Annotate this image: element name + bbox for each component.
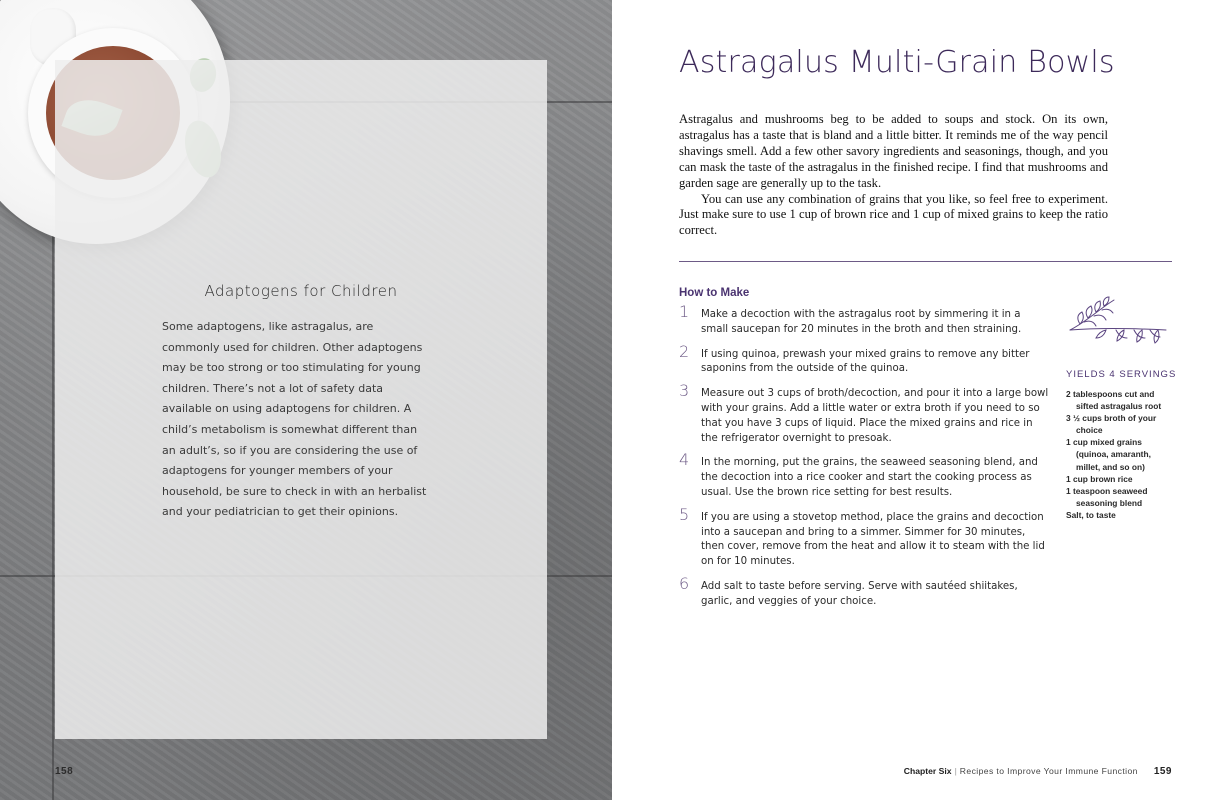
ingredient-item: 1 teaspoon seaweed seasoning blend [1066, 485, 1148, 508]
page-number-left: 158 [55, 766, 74, 777]
step-item [679, 450, 1049, 500]
left-page [0, 0, 612, 800]
footer-right [904, 766, 1172, 777]
page-number-right: 159 [1153, 766, 1172, 777]
intro-paragraph: You can use any combination of grains that you like, so feel free to experiment. Just make sure to use 1 cup of brown rice and 1 cup of mixed grains to keep the ratio correct. [679, 191, 1108, 238]
step-text: Add salt to taste before serving. Serve with sautéed shiitakes, garlic, and veggies of your choice. [701, 580, 1018, 607]
step-item [679, 341, 1049, 378]
step-number: 3 [679, 381, 690, 401]
step-number: 4 [679, 450, 690, 470]
how-to-make-heading: How to Make [679, 287, 750, 299]
step-item [679, 381, 1049, 446]
sidebar-title: Adaptogens for Children [204, 282, 398, 300]
herb-sprig-icon [1066, 292, 1170, 352]
step-text: Make a decoction with the astragalus root by simmering it in a small saucepan for 20 minutes in the broth and then straining. [701, 309, 1022, 335]
ingredients-list [1066, 388, 1176, 521]
step-text: Measure out 3 cups of broth/decoction, and pour it into a large bowl with your grains. Add a little water or extra broth if you need to so that you have 3 cups of liquid. Place the mixed grains and rice in the refrigerator overnight to presoak. [701, 388, 1049, 444]
step-number: 6 [679, 573, 690, 593]
step-number: 1 [679, 302, 690, 321]
footer-chapter-title: Recipes to Improve Your Immune Function [959, 766, 1138, 776]
step-text: If you are using a stovetop method, place the grains and decoction into a saucepan and bring to a simmer. Simmer for 30 minutes, then cover, remove from the heat and allow it to steam with the lid on for 10 minutes. [701, 511, 1045, 568]
step-item [679, 504, 1049, 570]
sidebar-panel [55, 60, 547, 739]
step-text: In the morning, put the grains, the seaweed seasoning blend, and the decoction into a rice cooker and start the cooking process as usual. Use the brown rice setting for best results. [701, 457, 1038, 498]
steps-list [679, 302, 1049, 620]
ingredient-item: 1 cup mixed grains (quinoa, amaranth, millet, and so on) [1066, 437, 1151, 472]
step-text: If using quinoa, prewash your mixed grains to remove any bitter saponins from the outside of the quinoa. [701, 348, 1030, 375]
intro-paragraph: Astragalus and mushrooms beg to be added to soups and stock. On its own, astragalus has a taste that is bland and a little bitter. It reminds me of the way pencil shavings smell. Add a few other savory ingredients and seasonings, though, and you can mask the taste of the astragalus in the finished recipe. I find that mushrooms and garden sage are generally up to the task. [679, 112, 1108, 190]
footer-chapter: Chapter Six [903, 766, 952, 776]
sidebar-body: Some adaptogens, like astragalus, are commonly used for children. Other adaptogens may be too strong or too stimulating for young children. There’s not a lot of safety data available on using adaptogens for children. A child’s metabolism is somewhat different than an adult’s, so if you are considering the use of adaptogens for younger members of your household, be sure to check in with an herbalist and your pediatrician to get their opinions. [162, 320, 427, 519]
ingredient-item: 2 tablespoons cut and sifted astragalus root [1066, 389, 1162, 412]
yields-label: YIELDS 4 SERVINGS [1066, 369, 1177, 380]
recipe-intro [679, 112, 1108, 239]
step-item [679, 302, 1049, 338]
ingredient-item: 1 cup brown rice [1066, 473, 1133, 484]
ingredient-item: Salt, to taste [1066, 509, 1116, 520]
step-item [679, 573, 1049, 610]
section-divider [679, 261, 1172, 262]
step-number: 2 [679, 341, 690, 361]
step-number: 5 [679, 504, 690, 524]
ingredient-item: 3 ½ cups broth of your choice [1066, 413, 1157, 436]
footer-separator: | [954, 766, 957, 776]
recipe-title: Astragalus Multi-Grain Bowls [679, 45, 1115, 80]
